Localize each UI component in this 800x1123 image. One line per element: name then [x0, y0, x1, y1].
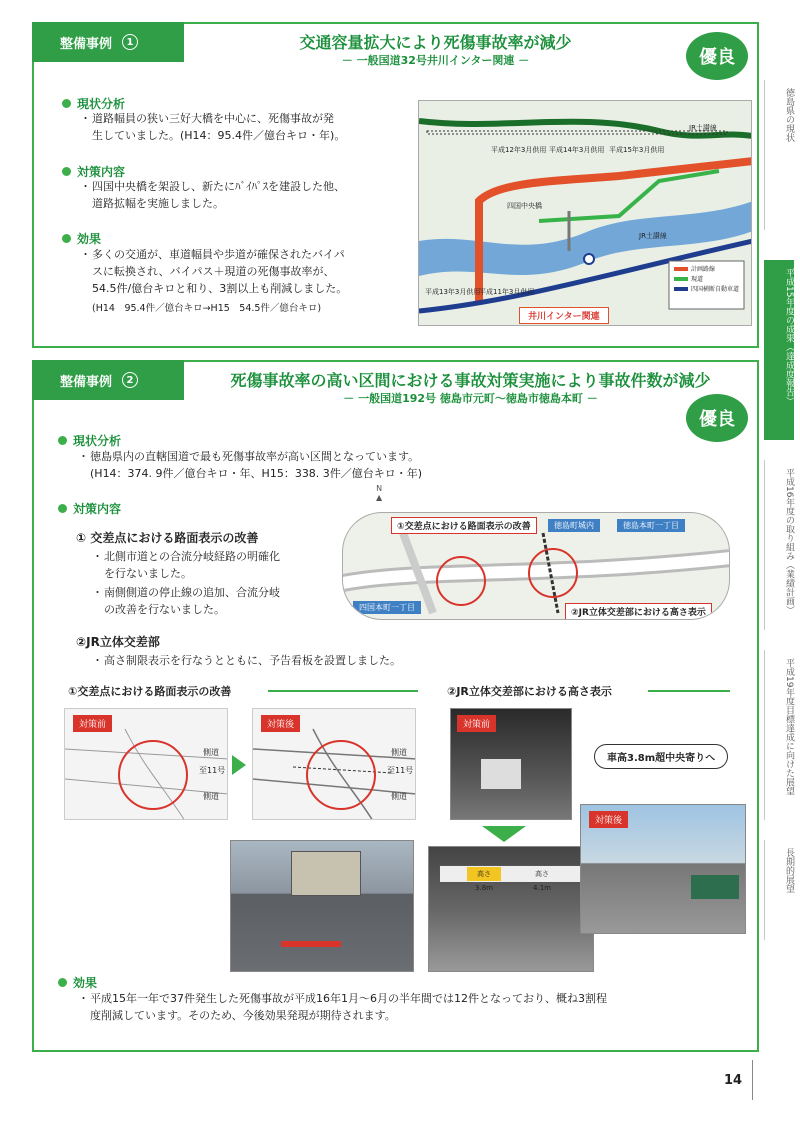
- case-1-subtitle: － 一般国道32号井川インター関連 －: [341, 54, 530, 67]
- road-label-route11: 至11号: [199, 766, 226, 775]
- case-2-analysis-text: ・ 徳島県内の直轄国道で最も死傷事故率が高い区間となっています。 (H14：374. 9件／億台キロ・年、H15：338. 3件／億台キロ・年): [78, 450, 423, 480]
- case-1-effect-line3: 54.5件/億台キロと和り、3割以上も削減しました。: [92, 282, 348, 295]
- road-label-side-1: 側道: [391, 748, 407, 757]
- case-2-intersection-map: [342, 512, 730, 620]
- map-label-h11: 平成11年3月供用: [479, 288, 535, 296]
- map-label-h13: 平成13年3月供用: [425, 288, 481, 296]
- jr-underpass-after-photo: [428, 846, 594, 972]
- bullet-dot-icon: [58, 978, 67, 987]
- height-callout: 車高3.8m超中央寄りへ: [594, 744, 728, 769]
- diagram-before-marking: [64, 708, 228, 820]
- page-number: 14: [724, 1073, 743, 1088]
- side-tab-h15-results[interactable]: 平成15年度の成果（達成度報告）: [764, 260, 794, 440]
- measure-2-bullets: ・ 高さ制限表示を行なうとともに、予告看板を設置しました。: [92, 654, 401, 667]
- case-1-analysis-title: 現状分析: [77, 97, 126, 111]
- side-tab-h19-outlook[interactable]: 平成19年度目標達成に向けた展望: [764, 650, 794, 820]
- red-arrow-icon: [281, 941, 341, 947]
- after-tag: 対策後: [261, 715, 300, 732]
- height-sign-4-1: 高さ 4.1m: [533, 870, 551, 892]
- map-label-h12: 平成12年3月供用: [491, 146, 547, 154]
- side-tab-current-state[interactable]: 徳島県の現状: [764, 80, 794, 230]
- case-1-effect-title: 効果: [77, 232, 102, 246]
- case-1-measures-line1: 四国中央橋を架設し、新たにﾊﾞｲﾊﾟｽを建設した他、: [92, 180, 345, 193]
- case-2-header: [32, 360, 184, 400]
- measure-1-bullet2-line2: の改善を行ないました。: [104, 603, 225, 616]
- side-tab-h16-plan[interactable]: 平成16年度の取り組み（業績計画）: [764, 460, 794, 630]
- measure-1-bullets: ・ 北側市道との合流分岐経路の明確化 を行ないました。: [92, 550, 280, 580]
- case-2-analysis-heading: [58, 432, 121, 449]
- case-2-number: 2: [122, 372, 138, 388]
- map-place-honcho: 徳島本町一丁目: [617, 519, 685, 532]
- bullet-dot-icon: [62, 167, 71, 176]
- case-2-measures-title: 対策内容: [73, 502, 122, 516]
- case-1-effect-line1: 多くの交通が、車道幅員や歩道が確保されたバイパ: [92, 248, 345, 261]
- case-1-analysis-line1: 道路幅員の狭い三好大橋を中心に、死傷事故が発: [92, 112, 334, 125]
- street-after-photo: [580, 804, 746, 934]
- page-number-rule: [752, 1060, 753, 1100]
- case-1-route-map: [418, 100, 752, 326]
- case-1-measures-title: 対策内容: [77, 165, 126, 179]
- measure-1-bullet1-line1: 北側市道との合流分岐経路の明確化: [104, 550, 280, 563]
- case-1-header: [32, 22, 184, 62]
- road-label-route11: 至11号: [387, 766, 414, 775]
- map-label-jr-bottom: JR土讃線: [639, 232, 667, 240]
- measure-1-bullet2-line1: 南側側道の停止線の追加、合流分岐: [104, 586, 280, 599]
- case-2-header-label: 整備事例: [60, 374, 113, 390]
- case-2-subtitle: － 一般国道192号 徳島市元町～徳島市徳島本町 －: [343, 392, 598, 405]
- case-2-effect-title: 効果: [73, 976, 98, 990]
- building-shape: [291, 851, 361, 896]
- case-2-effect-line1: 平成15年一年で37件発生した死傷事故が平成16年1月～6月の半年間では12件となっており、概ね3割程: [90, 992, 607, 1005]
- case-1-header-label: 整備事例: [60, 36, 113, 52]
- intersection-aerial-photo: [230, 840, 414, 972]
- case-1-effect-line2: スに転換され、バイパス＋現道の死傷事故率が、: [92, 265, 335, 278]
- measure-1-bullets-2: ・ 南側側道の停止線の追加、合流分岐 の改善を行ないました。: [92, 586, 280, 616]
- height-sign-board: [439, 865, 585, 892]
- arrow-right-icon: [232, 755, 246, 775]
- case-1-excellent-badge: 優良: [686, 32, 748, 80]
- bullet-dot-icon: [62, 99, 71, 108]
- road-label-side-1: 側道: [203, 748, 219, 757]
- case-1-title: 交通容量拡大により死傷事故率が減少: [299, 33, 572, 52]
- before-tag: 対策前: [73, 715, 112, 732]
- map-label-h14: 平成14年3月供用: [549, 146, 605, 154]
- case-1-analysis-text: ・ 道路幅員の狭い三好大橋を中心に、死傷事故が発 生していました。(H14：95.4件／億台キロ・年)。: [80, 112, 346, 142]
- case-1-effect-text: ・ 多くの交通が、車道幅員や歩道が確保されたバイパ スに転換され、バイパス＋現道の死傷事故率が、 54.5件/億台キロと和り、3割以上も削減しました。: [80, 248, 348, 295]
- heading-underline: [648, 690, 730, 692]
- bullet-dot-icon: [62, 234, 71, 243]
- map-tag-height-display: ②JR立体交差部における高さ表示: [565, 603, 712, 620]
- case-2-effect-line2: 度削減しています。そのため、今後効果発現が期待されます。: [90, 1009, 396, 1022]
- after-tag-jr: 対策後: [589, 811, 628, 828]
- map-place-josai: 徳島町城内: [548, 519, 600, 532]
- case-1-analysis-line2: 生していました。(H14：95.4件／億台キロ・年)。: [92, 129, 346, 142]
- map-label-shikoku-bridge: 四国中央橋: [507, 202, 542, 210]
- before-tag-jr: 対策前: [457, 715, 496, 732]
- map-label-h15: 平成15年3月供用: [609, 146, 665, 154]
- road-label-side-2: 側道: [391, 792, 407, 801]
- measure-1-title: ① 交差点における路面表示の改善: [76, 531, 259, 545]
- jr-underpass-before-photo: [450, 708, 572, 820]
- case-1-measures-text: ・ 四国中央橋を架設し、新たにﾊﾞｲﾊﾟｽを建設した他、 道路拡幅を実施しました。: [80, 180, 345, 210]
- case-1-effect-note: (H14 95.4件／億台キロ→H15 54.5件／億台キロ): [92, 303, 322, 314]
- case-1-measures-line2: 道路拡幅を実施しました。: [92, 197, 224, 210]
- map-label-jr-top: JR土讃線: [689, 124, 717, 132]
- road-label-side-2: 側道: [203, 792, 219, 801]
- case-2-measures-heading: [58, 500, 121, 517]
- map-place-shikoku-honcho: 四国本町一丁目: [353, 601, 421, 614]
- case-2-effect-text: ・ 平成15年一年で37件発生した死傷事故が平成16年1月～6月の半年間では12件となっており、概ね3割程 度削減しています。そのため、今後効果発現が期待されます。: [78, 992, 607, 1022]
- legend-expressway: 四国横断自動車道: [691, 286, 740, 293]
- photo-heading-road-marking: ①交差点における路面表示の改善: [68, 685, 232, 698]
- case-2-analysis-title: 現状分析: [73, 434, 122, 448]
- height-sign-3-8: 高さ 3.8m: [467, 867, 501, 881]
- case-1-effect-heading: [62, 230, 101, 247]
- bus-shape: [481, 759, 521, 789]
- diagram-after-marking: [252, 708, 416, 820]
- heading-underline: [268, 690, 418, 692]
- bullet-dot-icon: [58, 504, 67, 513]
- photo-heading-height-display: ②JR立体交差部における高さ表示: [447, 685, 612, 698]
- north-arrow-icon: N ▲: [376, 484, 383, 502]
- map-label-igawa-ic: 井川インター関連: [519, 307, 609, 324]
- case-2-effect-heading: [58, 974, 97, 991]
- case-2-analysis-line1: 徳島県内の直轄国道で最も死傷事故率が高い区間となっています。: [90, 450, 420, 463]
- bullet-dot-icon: [58, 436, 67, 445]
- case-2-analysis-line2: (H14：374. 9件／億台キロ・年、H15：338. 3件／億台キロ・年): [90, 467, 423, 480]
- case-1-number: 1: [122, 34, 138, 50]
- arrow-down-icon: [482, 826, 526, 842]
- side-tab-long-term[interactable]: 長期的展望: [764, 840, 794, 940]
- case-2-title: 死傷事故率の高い区間における事故対策実施により事故件数が減少: [230, 371, 711, 390]
- map-tag-road-marking: ①交差点における路面表示の改善: [391, 517, 537, 534]
- legend-planned: 計画路線: [691, 266, 716, 273]
- legend-existing: 現道: [691, 276, 704, 283]
- measure-2-bullet1: 高さ制限表示を行なうとともに、予告看板を設置しました。: [104, 654, 401, 667]
- measure-1-bullet1-line2: を行ないました。: [104, 567, 192, 580]
- measure-2-title: ②JR立体交差部: [76, 635, 160, 649]
- truck-shape: [691, 875, 739, 899]
- case-2-excellent-badge: 優良: [686, 394, 748, 442]
